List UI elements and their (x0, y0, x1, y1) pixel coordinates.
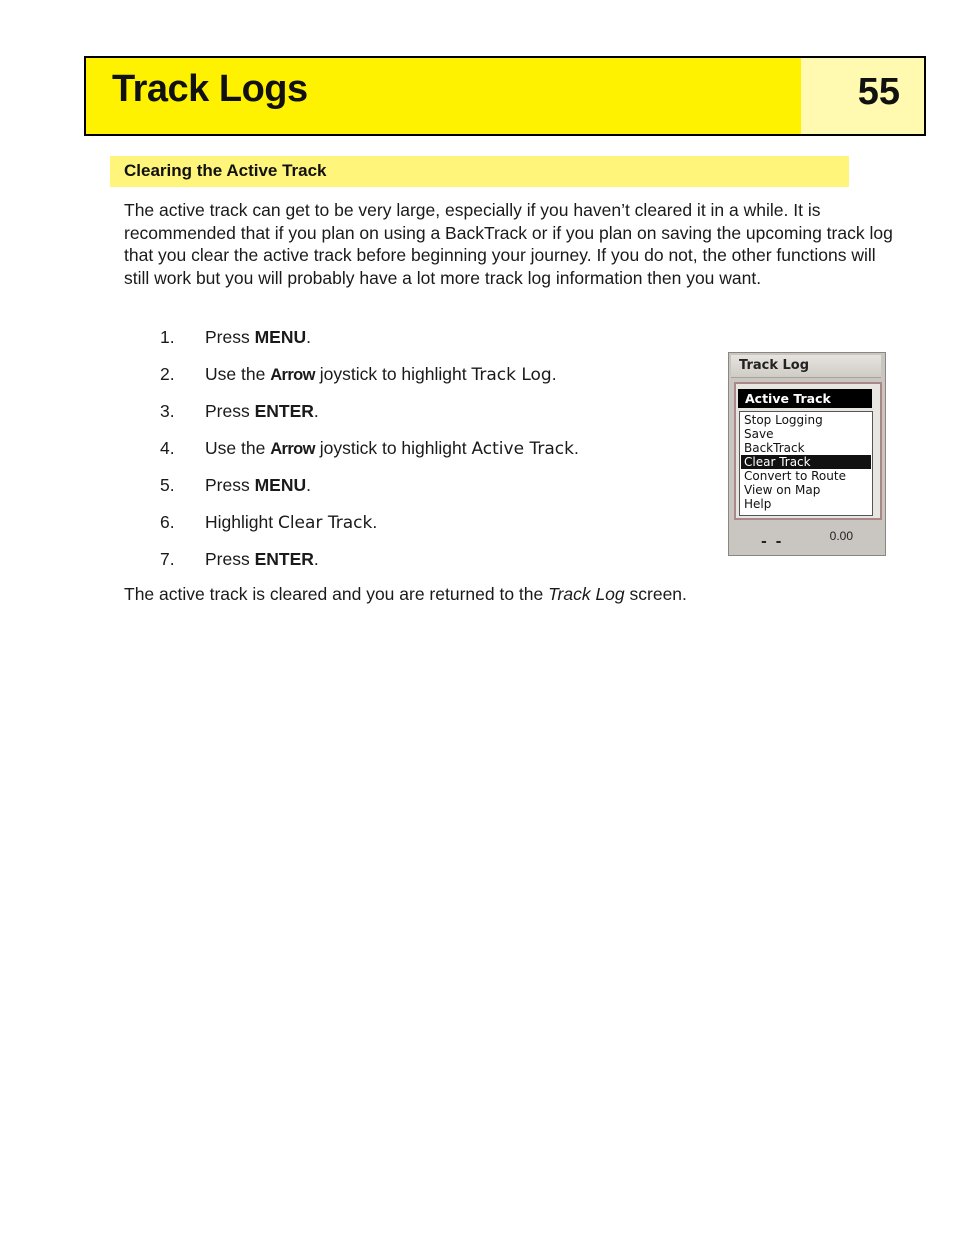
step-list (124, 325, 684, 584)
step-key: ENTER (254, 401, 314, 421)
step-text-post: . (306, 475, 312, 495)
step-item (124, 362, 684, 399)
step-number: 4. (160, 438, 175, 458)
step-text-post: . (313, 401, 319, 421)
step-text-mid: joystick to highlight (314, 364, 472, 384)
step-text-pre: Highlight (205, 512, 278, 532)
step-text-pre: Press (205, 475, 255, 495)
step-item (124, 399, 684, 436)
page-header (84, 56, 926, 136)
step-number: 6. (160, 512, 175, 532)
closing-paragraph (124, 582, 687, 606)
section-header (110, 156, 849, 187)
step-number: 1. (160, 327, 175, 347)
step-text-post: . (306, 327, 312, 347)
step-item (124, 473, 684, 510)
device-menu (739, 411, 873, 516)
step-text (205, 473, 311, 497)
step-text (205, 362, 557, 387)
page-title: Track Logs (112, 68, 308, 110)
step-text (205, 510, 377, 535)
device-screenshot (728, 352, 886, 556)
step-text-mid: joystick to highlight (314, 438, 472, 458)
device-title: Track Log (739, 358, 810, 373)
step-item (124, 436, 684, 473)
step-text (205, 436, 579, 461)
step-text (205, 547, 319, 571)
step-text-post: . (551, 364, 557, 384)
step-gui-label: Track Log (471, 365, 552, 385)
page-number-box (801, 58, 924, 134)
closing-text-post: screen. (624, 584, 687, 604)
step-text-pre: Press (205, 549, 255, 569)
closing-text-pre: The active track is cleared and you are returned to the (124, 584, 549, 604)
step-text-pre: Use the (205, 364, 271, 384)
step-gui-label: Active Track (471, 439, 574, 459)
step-item (124, 325, 684, 362)
step-item (124, 510, 684, 547)
intro-paragraph: The active track can get to be very large, especially if you haven’t cleared it in a while. It is recommended that if you plan on using a BackTrack or if you plan on saving the upcoming track log that you clear the active track before beginning your journey. If you do not, the other functions will still work but you will probably have a lot more track log information then you want. (124, 200, 893, 289)
device-menu-heading-label: Active Track (745, 391, 831, 406)
step-text-pre: Press (205, 401, 255, 421)
device-menu-item: BackTrack (744, 441, 805, 455)
step-key: Arrow (270, 366, 315, 384)
device-dashes: - - (761, 534, 784, 550)
device-menu-item: Save (744, 427, 774, 441)
step-text-pre: Use the (205, 438, 271, 458)
step-number: 3. (160, 401, 175, 421)
device-menu-item: View on Map (744, 483, 821, 497)
step-number: 5. (160, 475, 175, 495)
step-number: 7. (160, 549, 175, 569)
step-text-post: . (573, 438, 579, 458)
device-menu-item-selected: Clear Track (741, 455, 871, 469)
page-number: 55 (857, 71, 900, 113)
device-menu-heading (738, 389, 872, 408)
closing-gui-label: Track Log (548, 584, 625, 604)
step-text (205, 325, 311, 349)
step-text (205, 399, 319, 423)
step-number: 2. (160, 364, 175, 384)
step-gui-label: Clear Track (277, 513, 373, 533)
device-title-bar (731, 355, 881, 378)
device-value: 0.00 (829, 529, 853, 543)
section-title: Clearing the Active Track (124, 161, 327, 180)
step-text-post: . (372, 512, 378, 532)
step-key: MENU (254, 327, 307, 347)
device-menu-item: Convert to Route (744, 469, 846, 483)
step-text-post: . (313, 549, 319, 569)
device-menu-item: Stop Logging (744, 413, 823, 427)
step-key: MENU (254, 475, 307, 495)
step-key: ENTER (254, 549, 314, 569)
step-key: Arrow (270, 440, 315, 458)
step-text-pre: Press (205, 327, 255, 347)
device-menu-item: Help (744, 497, 772, 511)
step-item (124, 547, 684, 584)
